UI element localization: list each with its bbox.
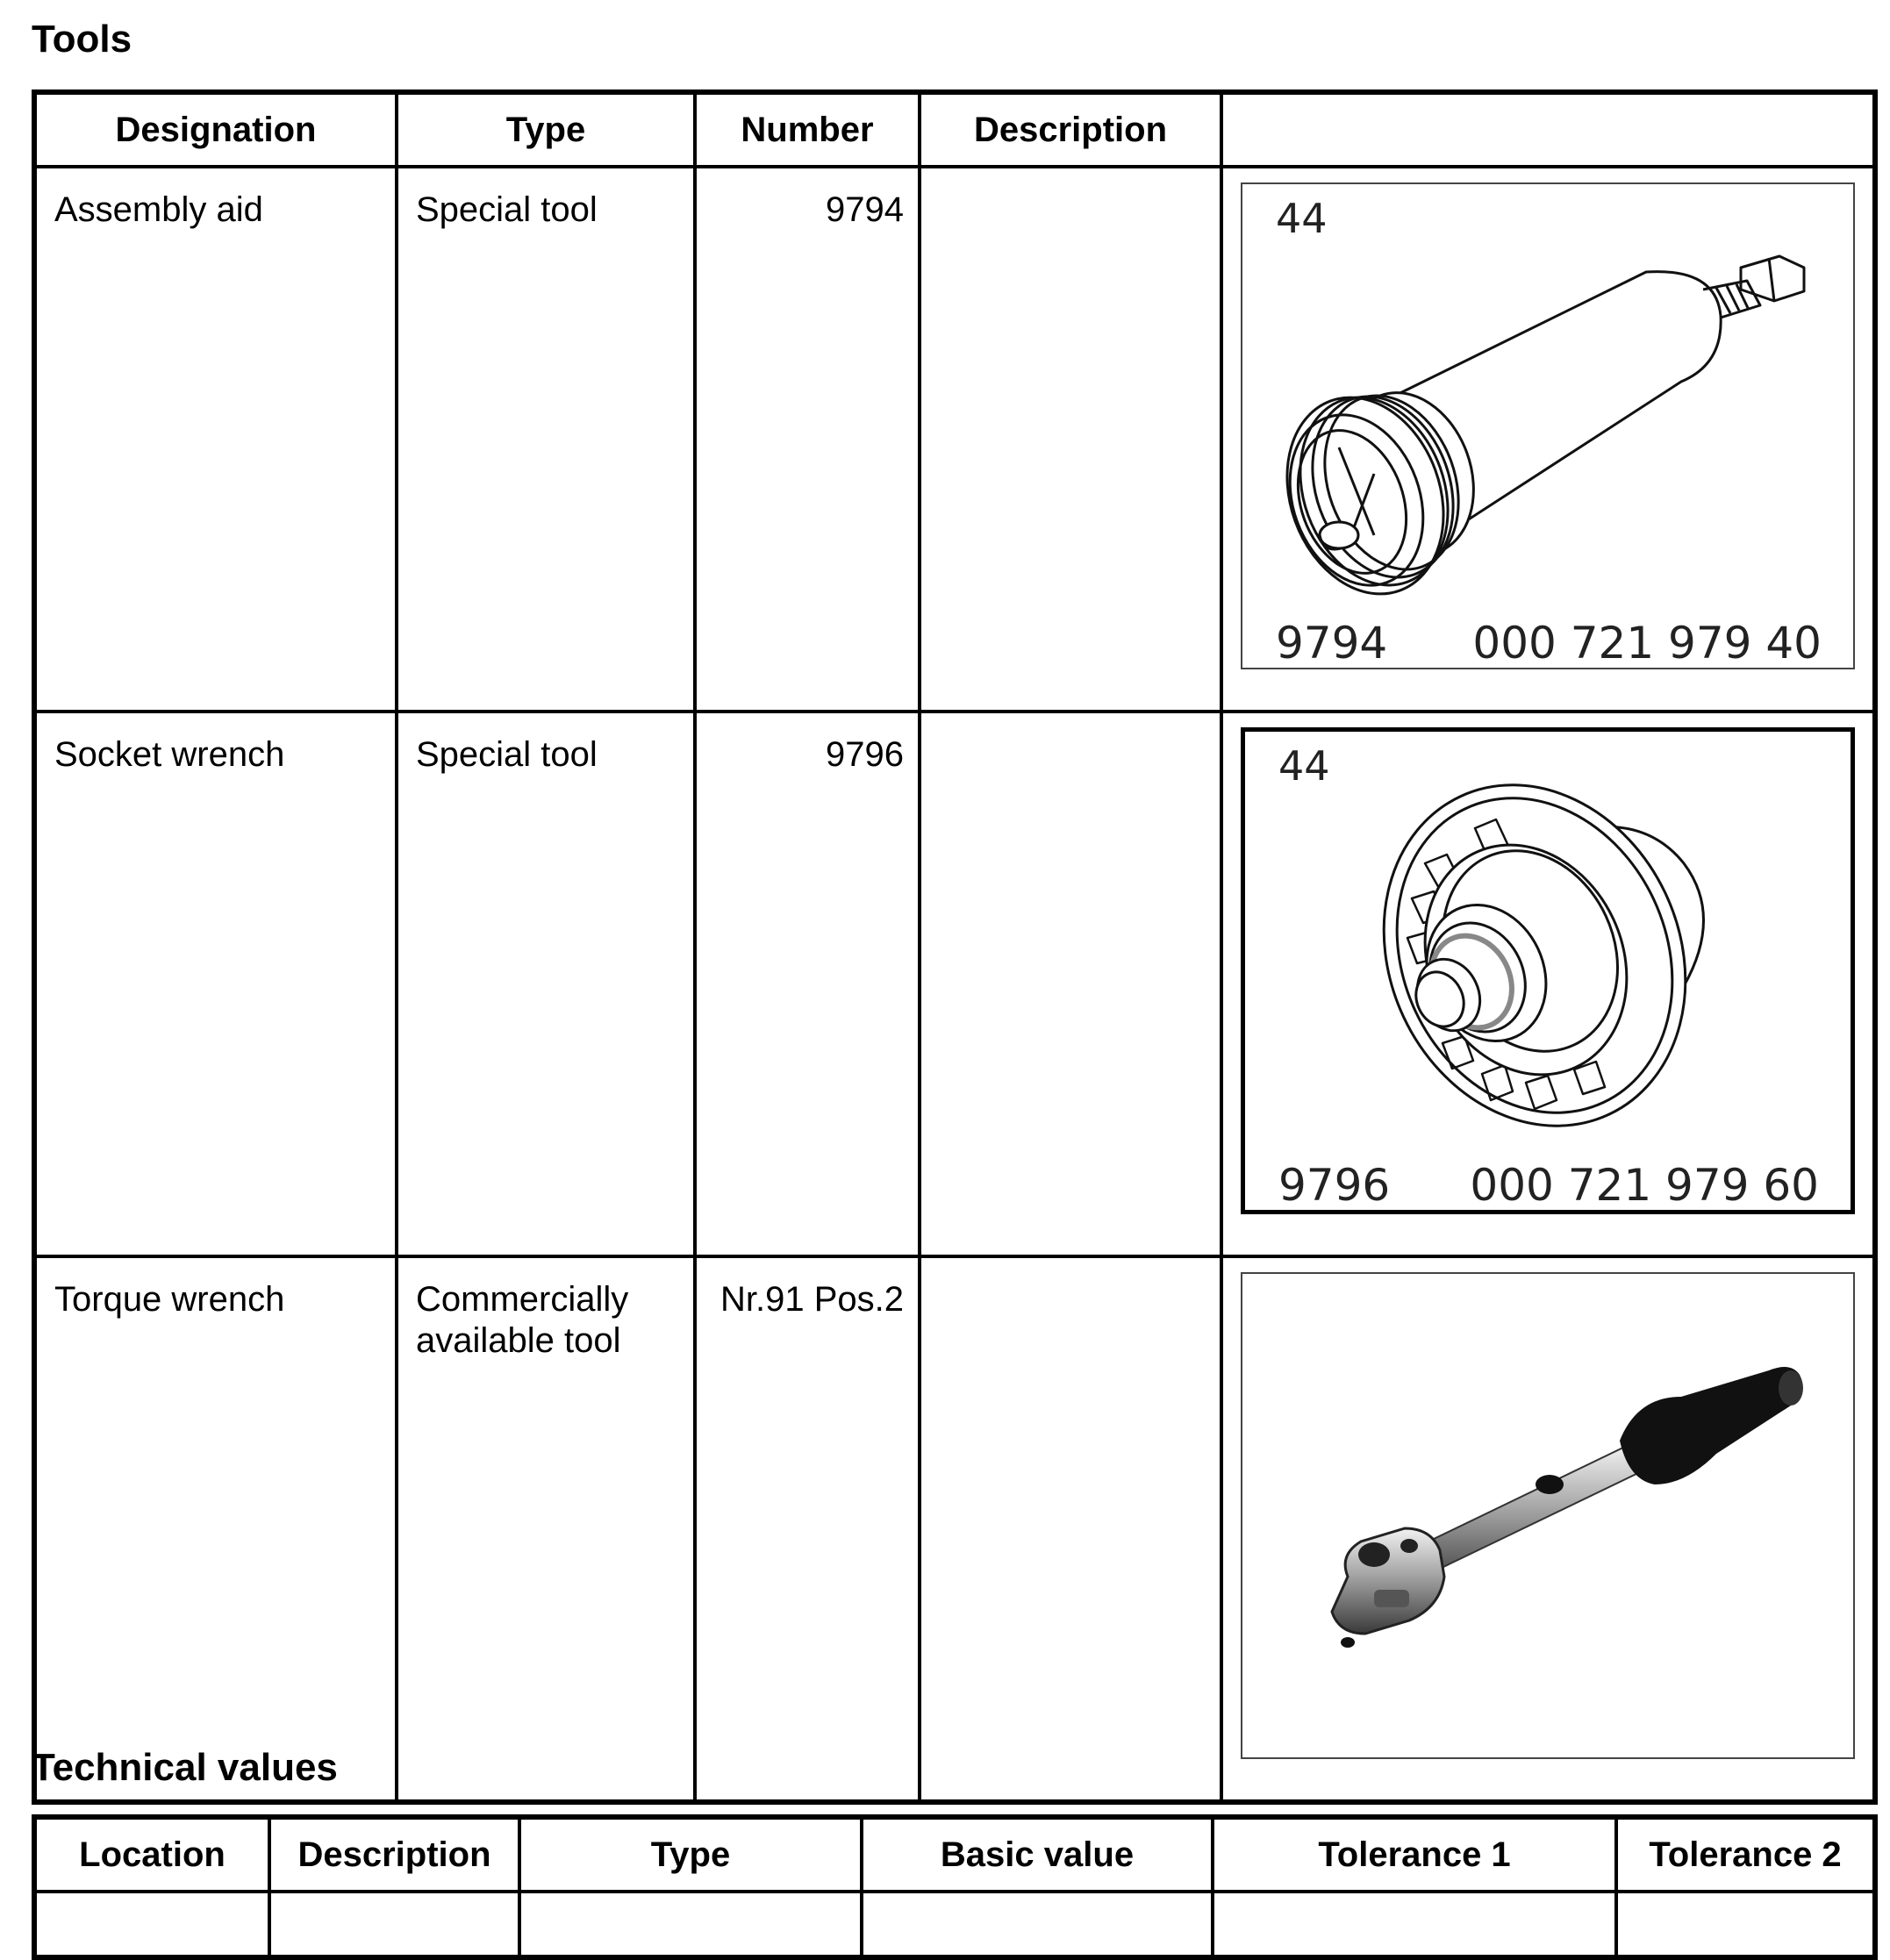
col-header-basic-value: Basic value	[862, 1817, 1213, 1892]
cell-figure	[1221, 712, 1875, 1256]
table-row	[34, 167, 1875, 712]
tool-figure	[1241, 1272, 1855, 1759]
tools-heading: Tools	[32, 18, 132, 61]
col-header-tolerance-1: Tolerance 1	[1213, 1817, 1616, 1892]
cell-type: Special tool	[397, 167, 695, 712]
tool-figure	[1241, 727, 1855, 1214]
cell-designation: Socket wrench	[34, 712, 397, 1256]
col-header-number: Number	[695, 92, 920, 167]
col-header-description: Description	[920, 92, 1221, 167]
table-row	[34, 1256, 1875, 1802]
cell-designation: Assembly aid	[34, 167, 397, 712]
socket-wrench-drawing-icon	[1245, 732, 1842, 1210]
cell-figure	[1221, 1256, 1875, 1802]
tools-header-row	[34, 92, 1875, 167]
figure-tool-number: 9794	[1276, 618, 1388, 669]
cell-number: Nr.91 Pos.2	[695, 1256, 920, 1802]
cell-location	[34, 1892, 269, 1957]
tv-header-row	[34, 1817, 1875, 1892]
col-header-tolerance-2: Tolerance 2	[1616, 1817, 1875, 1892]
torque-wrench-photo-icon	[1242, 1274, 1848, 1761]
cell-type: Commercially available tool	[397, 1256, 695, 1802]
figure-page-label: 44	[1276, 195, 1328, 242]
technical-values-table	[32, 1814, 1878, 1960]
col-header-designation: Designation	[34, 92, 397, 167]
cell-description	[269, 1892, 519, 1957]
col-header-description: Description	[269, 1817, 519, 1892]
cell-description	[920, 1256, 1221, 1802]
tool-figure	[1241, 182, 1855, 669]
cell-description	[920, 712, 1221, 1256]
cell-type	[519, 1892, 862, 1957]
tools-table	[32, 89, 1878, 1805]
technical-values-heading: Technical values	[32, 1746, 338, 1789]
cell-number: 9794	[695, 167, 920, 712]
cell-type: Special tool	[397, 712, 695, 1256]
table-row	[34, 1892, 1875, 1957]
cell-designation: Torque wrench	[34, 1256, 397, 1802]
figure-tool-number: 9796	[1278, 1160, 1391, 1211]
cell-description	[920, 167, 1221, 712]
figure-part-number: 000 721 979 40	[1472, 618, 1822, 669]
figure-part-number: 000 721 979 60	[1470, 1160, 1819, 1211]
figure-page-label: 44	[1278, 742, 1330, 790]
cell-basic-value	[862, 1892, 1213, 1957]
table-row	[34, 712, 1875, 1256]
assembly-aid-drawing-icon	[1242, 184, 1848, 671]
col-header-type: Type	[397, 92, 695, 167]
col-header-location: Location	[34, 1817, 269, 1892]
cell-tolerance-1	[1213, 1892, 1616, 1957]
col-header-type: Type	[519, 1817, 862, 1892]
cell-tolerance-2	[1616, 1892, 1875, 1957]
cell-figure	[1221, 167, 1875, 712]
col-header-figure	[1221, 92, 1875, 167]
cell-number: 9796	[695, 712, 920, 1256]
